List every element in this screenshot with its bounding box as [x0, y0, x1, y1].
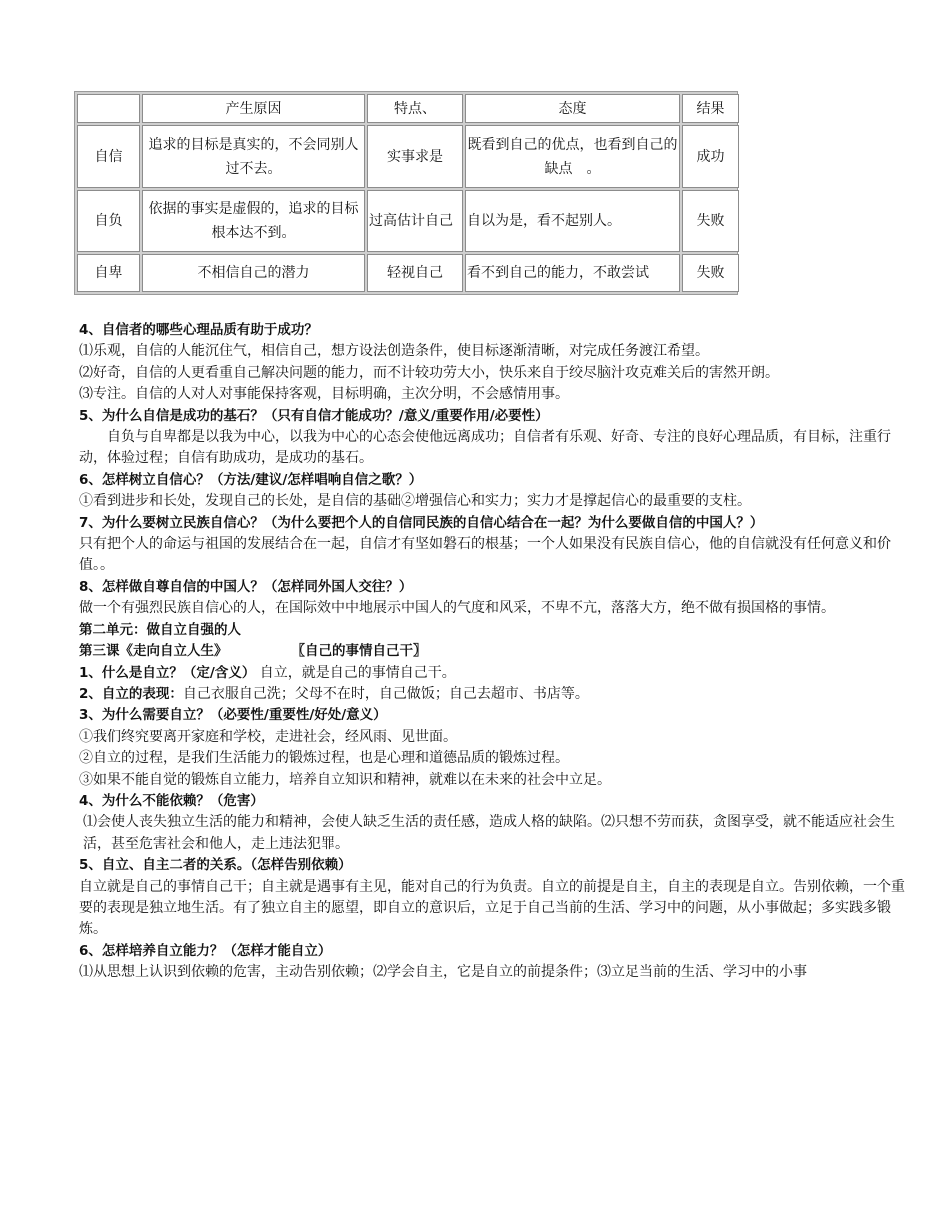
- answer-item: ①我们终究要离开家庭和学校，走进社会，经风雨、见世面。: [79, 728, 457, 745]
- table-row: [77, 125, 739, 188]
- table-cell: 看不到自己的能力，不敢尝试: [465, 254, 680, 292]
- table-header-cell: 态度: [465, 94, 680, 123]
- table-cell: 依据的事实是虚假的，追求的目标根本达不到。: [142, 190, 365, 253]
- table-header-cell: 结果: [682, 94, 739, 123]
- table-cell: 追求的目标是真实的，不会同别人过不去。: [142, 125, 365, 188]
- answer-inline: 自己衣服自己洗；父母不在时，自己做饭；自己去超市、书店等。: [182, 685, 589, 702]
- answer-paragraph: ①看到进步和长处，发现自己的长处，是自信的基础②增强信心和实力；实力才是撑起信心的最重要的支柱。: [79, 493, 751, 510]
- answer-inline: 自立，就是自己的事情自己干。: [259, 664, 456, 681]
- answer-item: ⑶专注。自信的人对人对事能保持客观，目标明确，主次分明，不会感情用事。: [79, 386, 569, 403]
- table-cell: 不相信自己的潜力: [142, 254, 365, 292]
- table-cell: 自负: [77, 190, 140, 253]
- lesson-name: 第三课《走向自立人生》: [79, 643, 228, 660]
- answer-paragraph: 自立就是自己的事情自己干；自主就是遇事有主见，能对自己的行为负责。自立的前提是自主，自主的表现是自立。告别依赖，一个重要的表现是独立地生活。有了独立自主的愿望，即自立的意识后，立足于自己当前的生活、学习中的问题，从小事做起；多实践多锻炼。: [79, 878, 905, 938]
- lesson-subtitle: 〖自己的事情自己干〗: [291, 643, 427, 660]
- table-cell: 自信: [77, 125, 140, 188]
- table-cell: 失败: [682, 190, 739, 253]
- answer-item: ③如果不能自觉的锻炼自立能力，培养自立知识和精神，就难以在未来的社会中立足。: [79, 771, 611, 788]
- answer-paragraph: 做一个有强烈民族自信心的人，在国际效中中地展示中国人的气度和风采，不卑不亢，落落大方，绝不做有损国格的事情。: [79, 600, 835, 617]
- lesson-title: [79, 641, 905, 662]
- question-heading: 3、为什么需要自立？（必要性/重要性/好处/意义）: [79, 707, 387, 724]
- question-line: [79, 684, 905, 705]
- answer-paragraph: ⑴会使人丧失独立生活的能力和精神，会使人缺乏生活的责任感，造成人格的缺陷。⑵只想不劳而获，贪图享受，就不能适应社会生活，甚至危害社会和他人，走上违法犯罪。: [83, 814, 895, 852]
- notes-body: [79, 320, 905, 984]
- question-heading: 4、自信者的哪些心理品质有助于成功？: [79, 322, 318, 338]
- table-row: [77, 254, 739, 292]
- table-cell: 轻视自己: [367, 254, 463, 292]
- table-row: [77, 190, 739, 253]
- table-header-row: [77, 94, 739, 123]
- answer-item: ⑵好奇，自信的人更看重自己解决问题的能力，而不计较功劳大小，快乐来自于绞尽脑汁攻克难关后的害然开朗。: [79, 364, 779, 381]
- question-heading: 2、自立的表现：: [79, 685, 183, 702]
- table-cell: 过高估计自己: [367, 190, 463, 253]
- comparison-table: [75, 92, 741, 294]
- question-line: [79, 663, 905, 684]
- question-heading: 1、什么是自立？（定/含义）: [79, 664, 256, 681]
- question-heading: 6、怎样树立自信心？（方法/建议/怎样唱响自信之歌？）: [79, 471, 423, 488]
- table-header-cell: 特点、: [367, 94, 463, 123]
- table-header-cell: 产生原因: [142, 94, 365, 123]
- question-heading: 4、为什么不能依赖？（危害）: [79, 792, 264, 809]
- table-cell: 自以为是，看不起别人。: [465, 190, 680, 253]
- table-cell: 自卑: [77, 254, 140, 292]
- answer-paragraph: 只有把个人的命运与祖国的发展结合在一起，自信才有坚如磐石的根基；一个人如果没有民族自信心，他的自信就没有任何意义和价值。。: [79, 536, 891, 574]
- table-header-cell: [77, 94, 140, 123]
- answer-paragraph: 自负与自卑都是以我为中心，以我为中心的心态会使他远离成功；自信者有乐观、好奇、专注的良好心理品质，有目标，注重行动，体验过程；自信有助成功，是成功的基石。: [79, 429, 891, 467]
- question-heading: 5、为什么自信是成功的基石？（只有自信才能成功？/意义/重要作用/必要性）: [79, 407, 549, 424]
- table-cell: 失败: [682, 254, 739, 292]
- answer-item: ②自立的过程，是我们生活能力的锻炼过程，也是心理和道德品质的锻炼过程。: [79, 750, 569, 767]
- unit-title: 第二单元：做自立自强的人: [79, 621, 241, 638]
- question-heading: 5、自立、自主二者的关系。（怎样告别依赖）: [79, 857, 352, 874]
- comparison-table-frame: [74, 91, 738, 295]
- table-cell: 既看到自己的优点，也看到自己的缺点 。: [465, 125, 680, 188]
- table-cell: 成功: [682, 125, 739, 188]
- question-heading: 7、为什么要树立民族自信心？（为什么要把个人的自信同民族的自信心结合在一起？为什么要做自信的中国人？）: [79, 514, 764, 531]
- table-cell: 实事求是: [367, 125, 463, 188]
- question-heading: 6、怎样培养自立能力？（怎样才能自立）: [79, 942, 332, 959]
- answer-paragraph: ⑴从思想上认识到依赖的危害，主动告别依赖；⑵学会自主，它是自立的前提条件；⑶立足当前的生活、学习中的小事: [79, 964, 807, 981]
- question-heading: 8、怎样做自尊自信的中国人？（怎样同外国人交往？）: [79, 578, 413, 595]
- answer-item: ⑴乐观，自信的人能沉住气，相信自己，想方设法创造条件，使目标逐渐清晰，对完成任务渡江希望。: [79, 343, 709, 360]
